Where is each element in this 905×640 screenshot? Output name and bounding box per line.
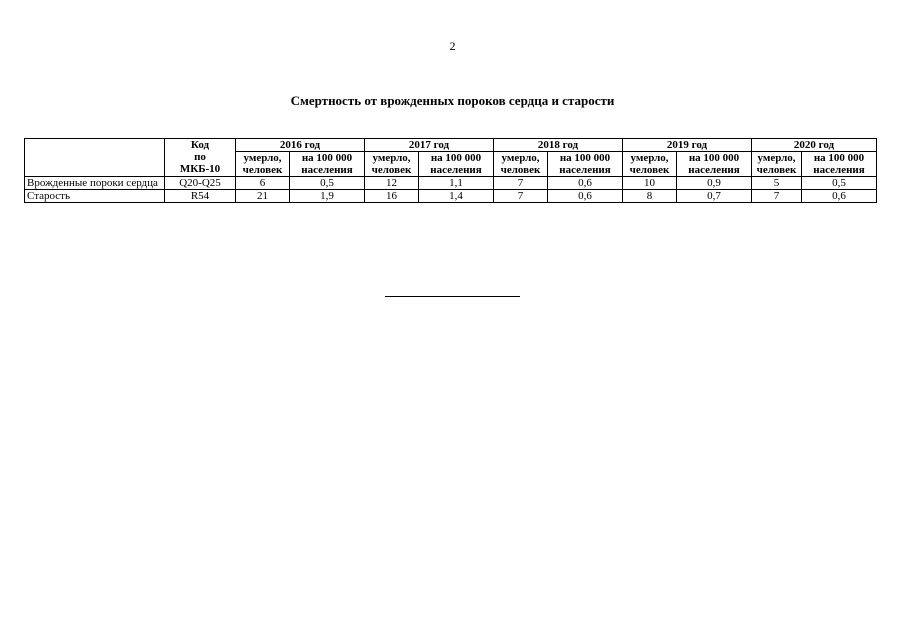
deaths-cell: 7 [494, 190, 548, 203]
deaths-cell: 12 [365, 177, 419, 190]
subheader-line: человек [500, 164, 541, 176]
subheader-line: на 100 000 [688, 152, 740, 164]
year-header: 2016 год [236, 139, 365, 152]
rate-cell: 1,4 [419, 190, 494, 203]
subheader-line: населения [430, 164, 482, 176]
deaths-cell: 16 [365, 190, 419, 203]
subheader-line: умерло, [372, 152, 411, 164]
subheader-line: умерло, [630, 152, 669, 164]
year-header: 2020 год [752, 139, 877, 152]
code-header-line: по [194, 151, 206, 163]
icd-code: Q20-Q25 [165, 177, 236, 190]
rate-cell: 0,6 [548, 190, 623, 203]
code-header-line: Код [190, 139, 210, 151]
rate-cell: 1,9 [290, 190, 365, 203]
subheader-line: человек [756, 164, 797, 176]
deaths-cell: 8 [623, 190, 677, 203]
icd-code: R54 [165, 190, 236, 203]
row-label-header [25, 139, 165, 177]
subheader-line: на 100 000 [301, 152, 353, 164]
deaths-subheader [623, 152, 677, 177]
table-row [25, 177, 877, 190]
table-row [25, 190, 877, 203]
rate-subheader [548, 152, 623, 177]
code-header-line: МКБ-10 [179, 163, 221, 175]
subheader-line: умерло, [757, 152, 796, 164]
deaths-subheader [236, 152, 290, 177]
year-header: 2019 год [623, 139, 752, 152]
row-label: Старость [25, 190, 165, 203]
header-row-years [25, 139, 877, 152]
subheader-line: населения [813, 164, 865, 176]
deaths-cell: 7 [752, 190, 802, 203]
rate-subheader [290, 152, 365, 177]
subheader-line: умерло, [243, 152, 282, 164]
rate-subheader [677, 152, 752, 177]
rate-cell: 0,7 [677, 190, 752, 203]
subheader-line: на 100 000 [813, 152, 865, 164]
subheader-line: на 100 000 [430, 152, 482, 164]
document-title: Смертность от врожденных пороков сердца и старости [290, 93, 615, 108]
rate-cell: 0,6 [548, 177, 623, 190]
year-header: 2017 год [365, 139, 494, 152]
deaths-subheader [365, 152, 419, 177]
rate-cell: 0,5 [802, 177, 877, 190]
rate-subheader [802, 152, 877, 177]
page-number: 2 [449, 39, 456, 53]
subheader-line: человек [629, 164, 670, 176]
rate-cell: 0,9 [677, 177, 752, 190]
deaths-cell: 10 [623, 177, 677, 190]
deaths-cell: 5 [752, 177, 802, 190]
deaths-cell: 7 [494, 177, 548, 190]
subheader-line: на 100 000 [559, 152, 611, 164]
footer-divider [385, 296, 520, 297]
deaths-cell: 6 [236, 177, 290, 190]
rate-cell: 0,5 [290, 177, 365, 190]
icd-code-header [165, 139, 236, 177]
rate-cell: 1,1 [419, 177, 494, 190]
mortality-table [24, 138, 877, 203]
subheader-line: населения [559, 164, 611, 176]
row-label: Врожденные пороки сердца [25, 177, 165, 190]
subheader-line: человек [371, 164, 412, 176]
year-header: 2018 год [494, 139, 623, 152]
rate-cell: 0,6 [802, 190, 877, 203]
subheader-line: человек [242, 164, 283, 176]
deaths-subheader [494, 152, 548, 177]
subheader-line: умерло, [501, 152, 540, 164]
subheader-line: населения [688, 164, 740, 176]
rate-subheader [419, 152, 494, 177]
subheader-line: населения [301, 164, 353, 176]
deaths-subheader [752, 152, 802, 177]
deaths-cell: 21 [236, 190, 290, 203]
